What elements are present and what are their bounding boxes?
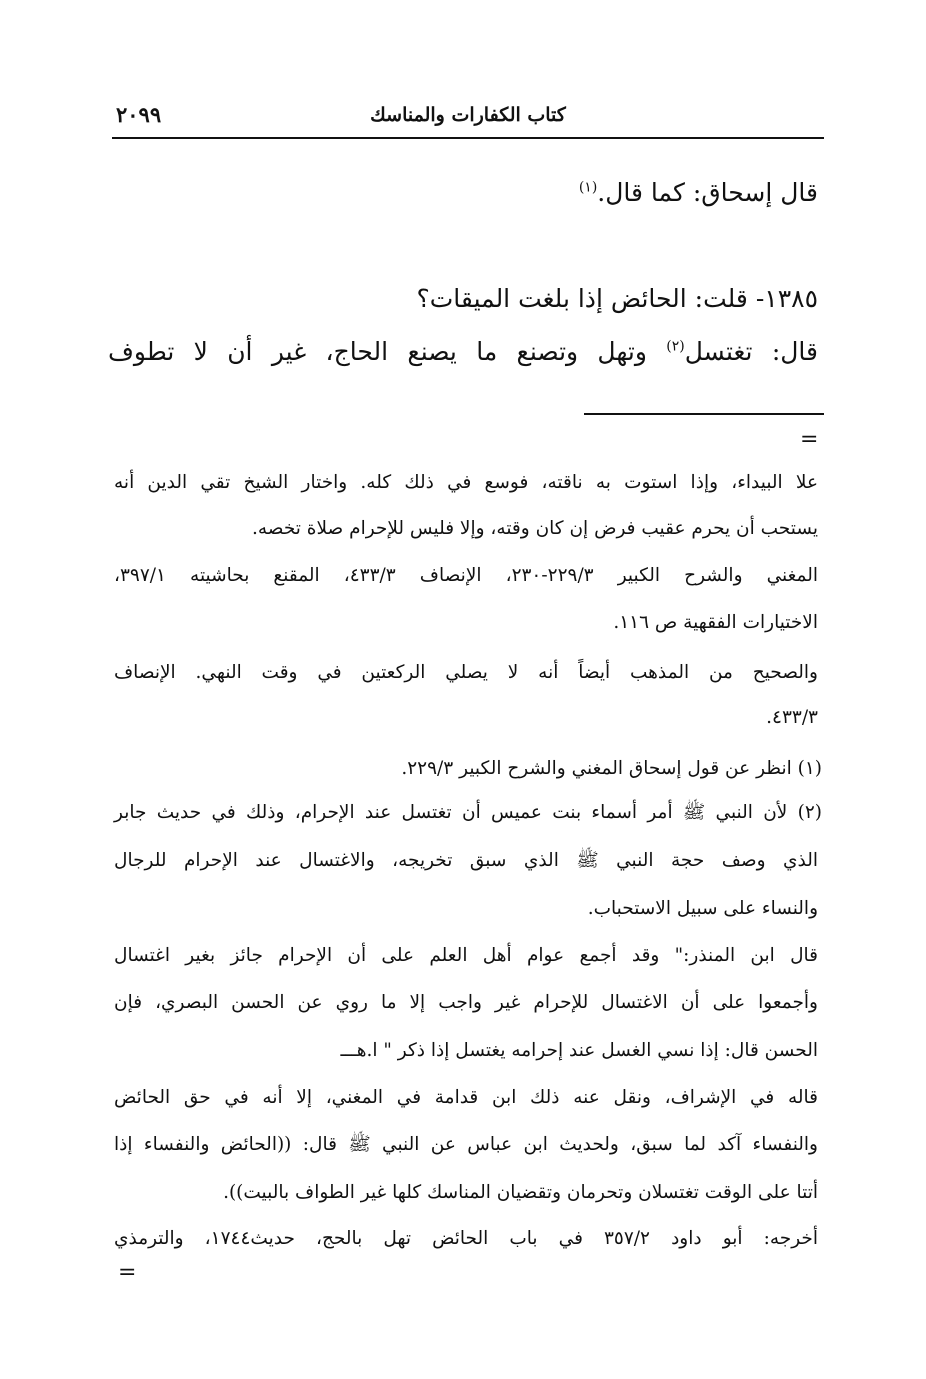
header-divider	[112, 137, 824, 139]
footnote-2-line: (٢) لأن النبي ﷺ أمر أسماء بنت عميس أن تغتسل عند الإحرام، وذلك في حديث جابر	[114, 802, 822, 823]
running-header	[112, 96, 824, 136]
footnote-ref-1: (١)	[578, 179, 598, 196]
answer-start: قال: تغتسل	[684, 337, 818, 366]
footnote-2-line: أخرجه: أبو داود ٣٥٧/٢ في باب الحائض تهل بالحج، حديث١٧٤٤، والترمذي	[114, 1228, 819, 1249]
footnote-continued-line: الاختيارات الفقهية ص ١١٦.	[613, 612, 818, 633]
footnote-separator	[584, 413, 824, 415]
footnote-continued-line: علا البيداء، وإذا استوت به ناقته، فوسع في ذلك كله. واختار الشيخ تقي الدين أنه	[114, 472, 818, 493]
main-text-line-1	[108, 176, 818, 210]
footnote-2-line: والنفساء آكد لما سبق، ولحديث ابن عباس عن النبي ﷺ قال: ((الحائض والنفساء إذا	[114, 1134, 818, 1155]
footnote-continued-line: يستحب أن يحرم عقيب فرض إن كان وقته، وإلا فليس للإحرام صلاة تخصه.	[251, 518, 818, 539]
footnote-2-line: وأجمعوا على أن الاغتسال للإحرام غير واجب إلا ما روي عن الحسن البصري، فإن	[114, 992, 818, 1013]
footnote-continued-line: ٤٣٣/٣.	[766, 707, 818, 728]
footnote-2-line: قاله في الإشراف، ونقل عنه ذلك ابن قدامة في المغني، إلا أنه في حق الحائض	[114, 1087, 818, 1108]
footnote-continued-line: المغني والشرح الكبير ٢٢٩/٣-٢٣٠، الإنصاف ٤٣٣/٣، المقنع بحاشيته ٣٩٧/١،	[114, 565, 818, 586]
answer-rest: وتهل وتصنع ما يصنع الحاج، غير أن لا تطوف	[108, 337, 647, 366]
continuation-mark-bottom: =	[118, 1260, 137, 1285]
footnote-2-line: الحسن قال: إذا نسي الغسل عند إحرامه يغتسل إذا ذكر " ا.هـــ	[340, 1040, 818, 1061]
footnote-1: (١) انظر عن قول إسحاق المغني والشرح الكبير ٢٢٩/٣.	[401, 758, 822, 779]
footnote-ref-2: (٢)	[666, 338, 685, 355]
page-number: ٢٠٩٩	[116, 102, 162, 127]
footnote-2-line: الذي وصف حجة النبي ﷺ الذي سبق تخريجه، والاغتسال عند الإحرام للرجال	[114, 850, 818, 871]
question-1385: ١٣٨٥- قلت: الحائض إذا بلغت الميقات؟	[416, 284, 818, 313]
footnote-2-line: والنساء على سبيل الاستحباب.	[587, 898, 818, 919]
footnote-continued-line: والصحيح من المذهب أيضاً أنه لا يصلي الركعتين في وقت النهي. الإنصاف	[114, 662, 818, 683]
answer-line	[108, 335, 818, 369]
book-section-title: كتاب الكفارات والمناسك	[370, 104, 566, 126]
continuation-mark-top: =	[800, 427, 819, 452]
footnote-2-line: أتتا على الوقت تغتسلان وتحرمان وتقضيان المناسك كلها غير الطواف بالبيت)).	[223, 1182, 818, 1203]
ishaq-statement: قال إسحاق: كما قال.	[597, 178, 818, 207]
footnote-2-line: قال ابن المنذر:" وقد أجمع عوام أهل العلم على أن الإحرام جائز بغير اغتسال	[114, 945, 818, 966]
